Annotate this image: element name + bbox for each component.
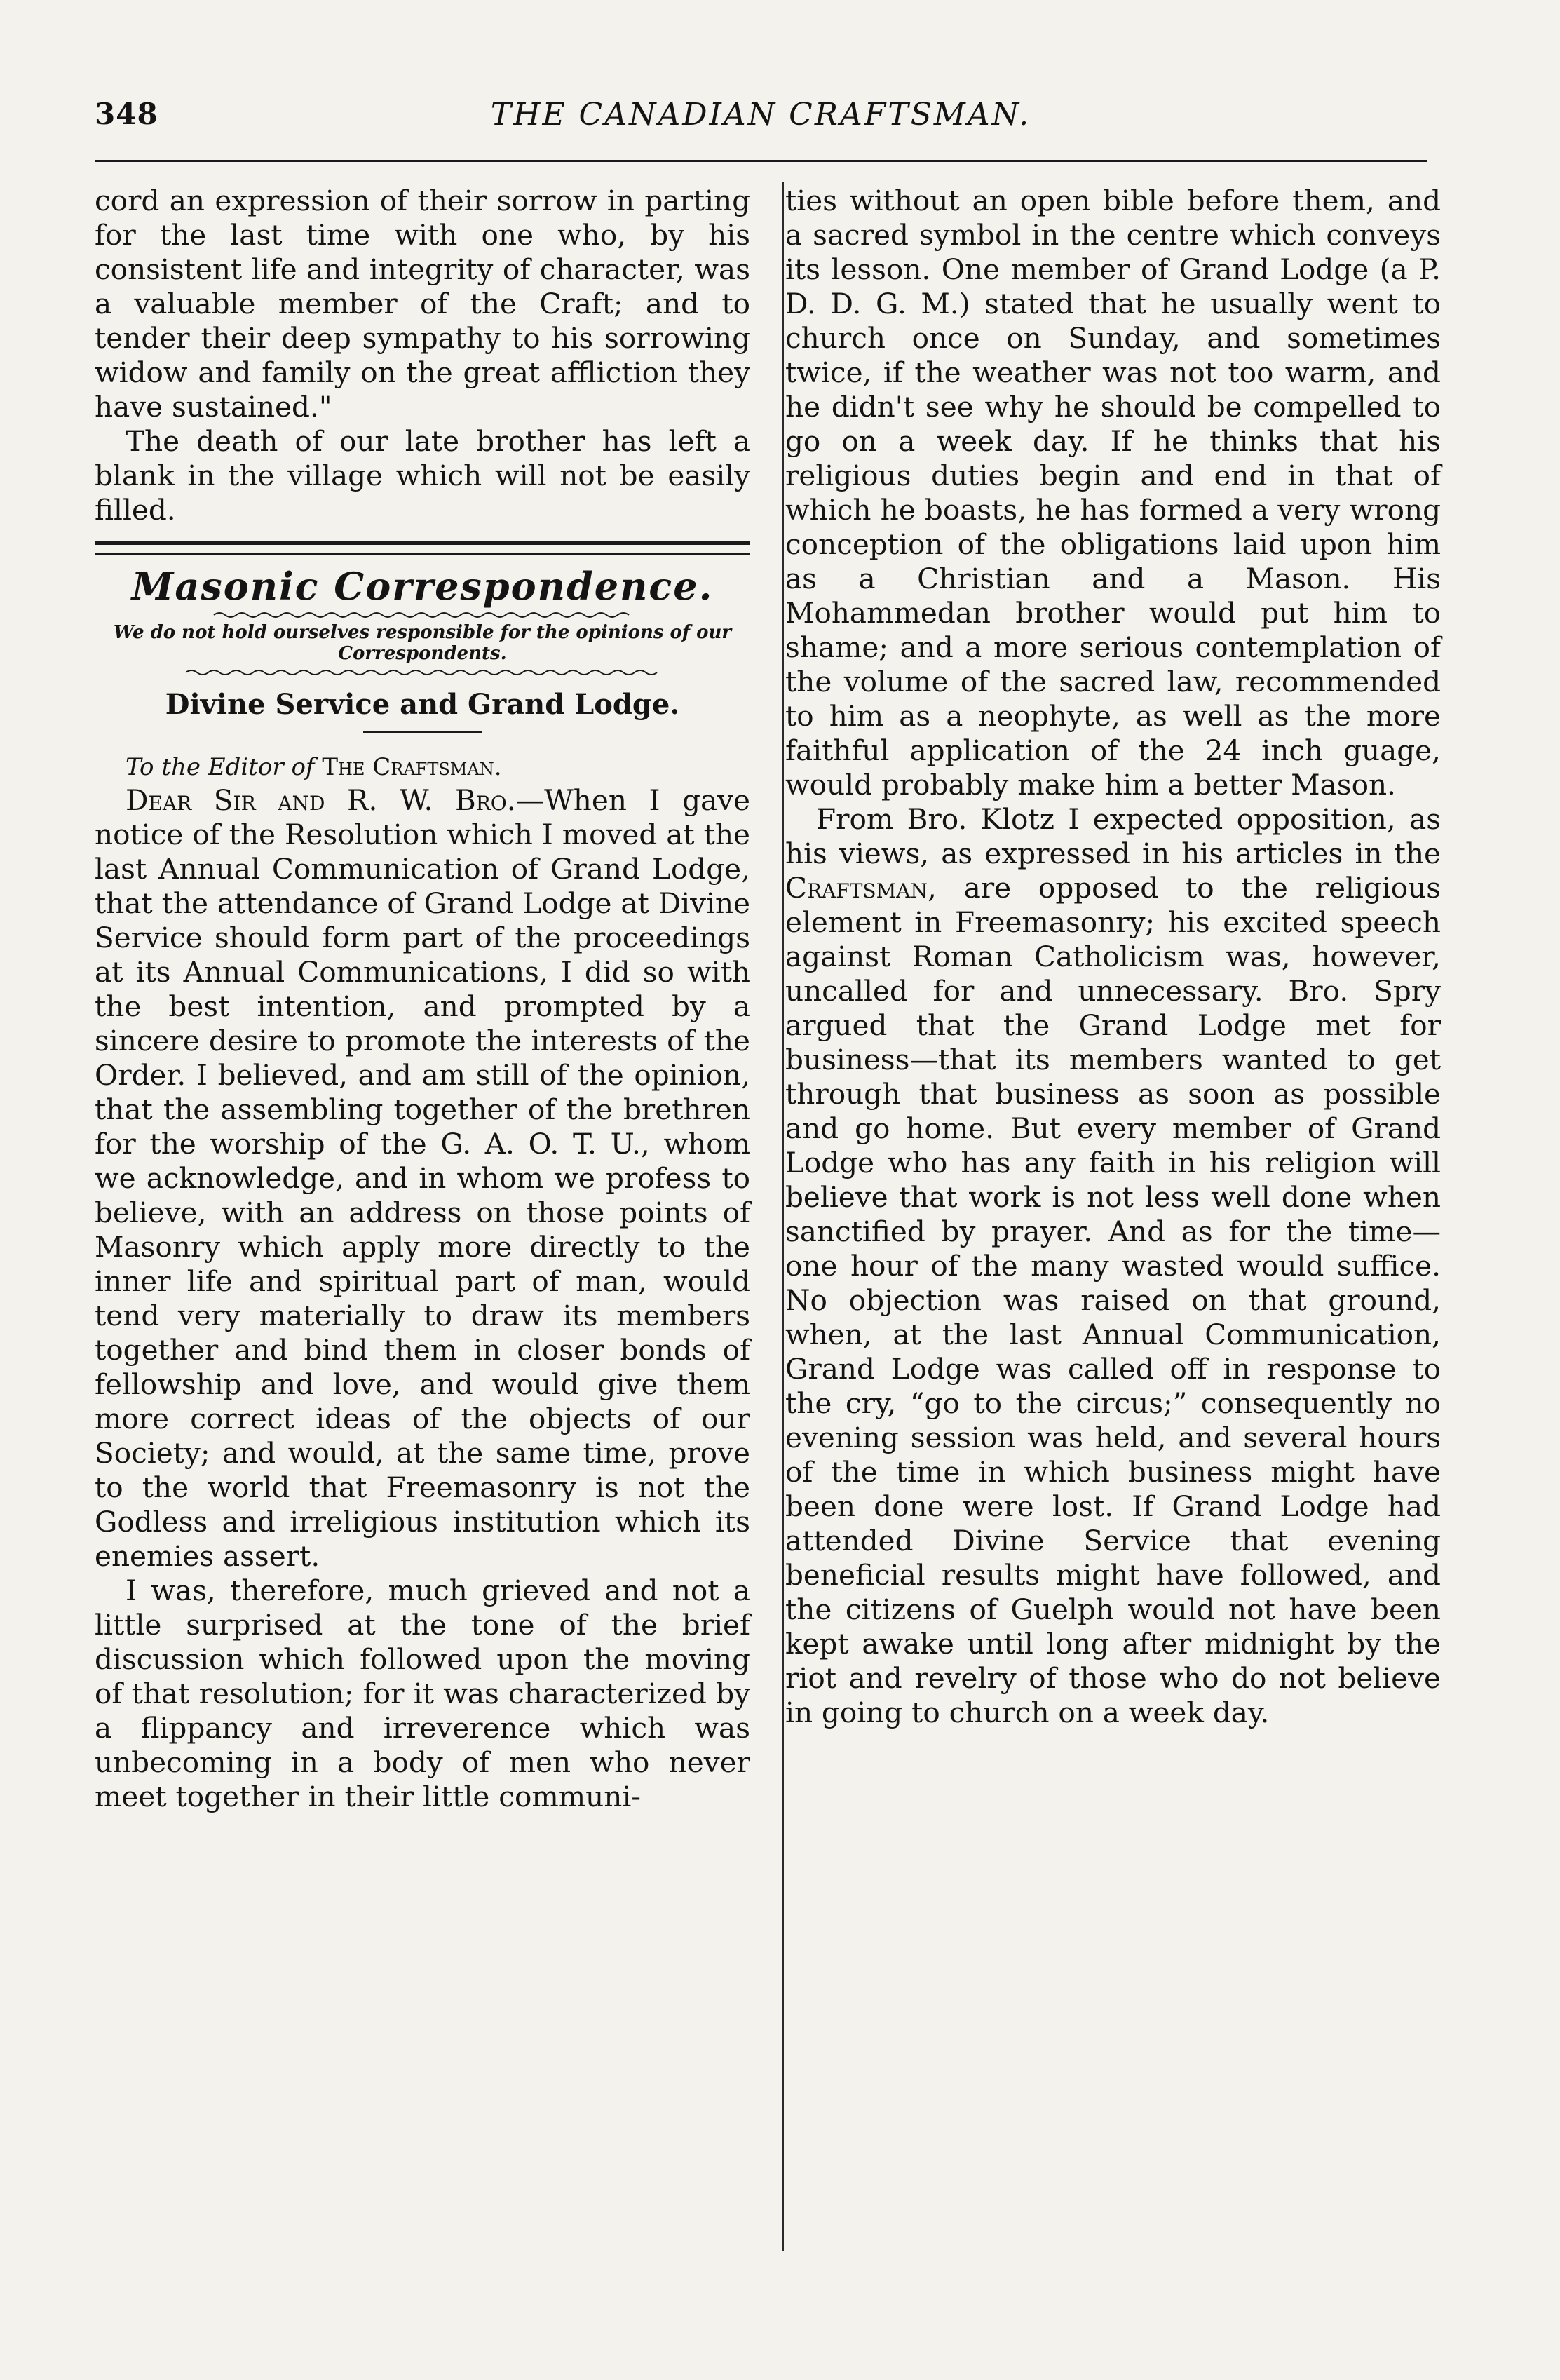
obituary-closing-paragraph: The death of our late brother has left a blank in the village which will not be easily filled. (95, 424, 750, 527)
salutation: Dear Sir and R. W. Bro. (126, 783, 516, 817)
publication-name: Craftsman (785, 871, 928, 905)
obituary-paragraph: cord an expression of their sorrow in parting for the last time with one who, by his consistent life and integrity of character, was a valuable member of the Craft; and to tender their deep sympathy to his sorrowing widow and family on the great affliction they have sustained." (95, 184, 750, 424)
left-column (95, 184, 750, 1814)
wavy-rule (95, 667, 750, 678)
letter-paragraph-text: —When I gave notice of the Resolution which I moved at the last Annual Communication of Grand Lodge, that the attendance of Grand Lodge at Divine Service should form part of the proceedings at its Annual Communications, I did so with the best intention, and prompted by a sincere desire to promote the interests of the Order. I believed, and am still of the opinion, that the assembling together of the brethren for the worship of the G. A. O. T. U., whom we acknowledge, and in whom we profess to believe, with an address on those points of Masonry which apply more directly to the inner life and spiritual part of man, would tend very materially to draw its members together and bind them in closer bonds of fellowship and love, and would give them more correct ideas of the objects of our Society; and would, at the same time, prove to the world that Freemasonry is not the Godless and irreligious institution which its enemies assert. (95, 783, 750, 1573)
editorial-disclaimer: We do not hold ourselves responsible for the opinions of our Correspondents. (113, 622, 732, 664)
addressee-publication: The Craftsman. (322, 753, 502, 781)
right-column (785, 184, 1441, 1730)
paragraph-text-start: From Bro. Klotz I expected opposition, as his views, as expressed in his articles in the (785, 802, 1441, 870)
letter-paragraph (95, 783, 750, 1574)
paragraph-text-rest: , are opposed to the religious element in Freemasonry; his excited speech against Roman Catholicism was, however, uncalled for and unnecessary. Bro. Spry argued that the Grand Lodge met for business—that its members wanted to get through that business as soon as possible and go home. But every member of Grand Lodge who has any faith in his religion will believe that work is not less well done when sanctified by prayer. And as for the time—one hour of the many wasted would suffice. No objection was raised on that ground, when, at the last Annual Communication, Grand Lodge was called off in response to the cry, “go to the circus;” consequently no evening session was held, and several hours of the time in which business might have been done were lost. If Grand Lodge had attended Divine Service that evening beneficial results might have followed, and the citizens of Guelph would not have been kept awake until long after midnight by the riot and revelry of those who do not believe in going to church on a week day. (785, 871, 1441, 1729)
section-title: Masonic Correspondence. (131, 564, 714, 609)
page-number: 348 (95, 97, 158, 131)
page-header (95, 84, 1427, 168)
title-rule (363, 731, 482, 733)
addressee-line (95, 751, 750, 783)
letter-paragraph-2: I was, therefore, much grieved and not a little surprised at the tone of the brief discussion which followed upon the moving of that resolution; for it was characterized by a flippancy and irreverence which was unbecoming in a body of men who never meet together in their little communi- (95, 1574, 750, 1813)
wavy-rule (95, 609, 750, 621)
running-title: THE CANADIAN CRAFTSMAN. (490, 97, 1031, 133)
letter-paragraph-3 (785, 802, 1441, 1730)
addressee-prefix: To the Editor of (126, 753, 315, 781)
article-title: Divine Service and Grand Lodge. (165, 688, 680, 721)
header-rule (95, 160, 1427, 162)
letter-continuation-paragraph: ties without an open bible before them, and a sacred symbol in the centre which conveys its lesson. One member of Grand Lodge (a P. D. D. G. M.) stated that he usually went to church once on Sunday, and sometimes twice, if the weather was not too warm, and he didn't see why he should be compelled to go on a week day. If he thinks that his religious duties begin and end in that of which he boasts, he has formed a very wrong conception of the obligations laid upon him as a Christian and a Mason. His Mohammedan brother would put him to shame; and a more serious contemplation of the volume of the sacred law, recommended to him as a neophyte, as well as the more faithful application of the 24 inch guage, would probably make him a better Mason. (785, 184, 1441, 802)
section-rule (95, 541, 750, 555)
column-divider (782, 182, 784, 2251)
